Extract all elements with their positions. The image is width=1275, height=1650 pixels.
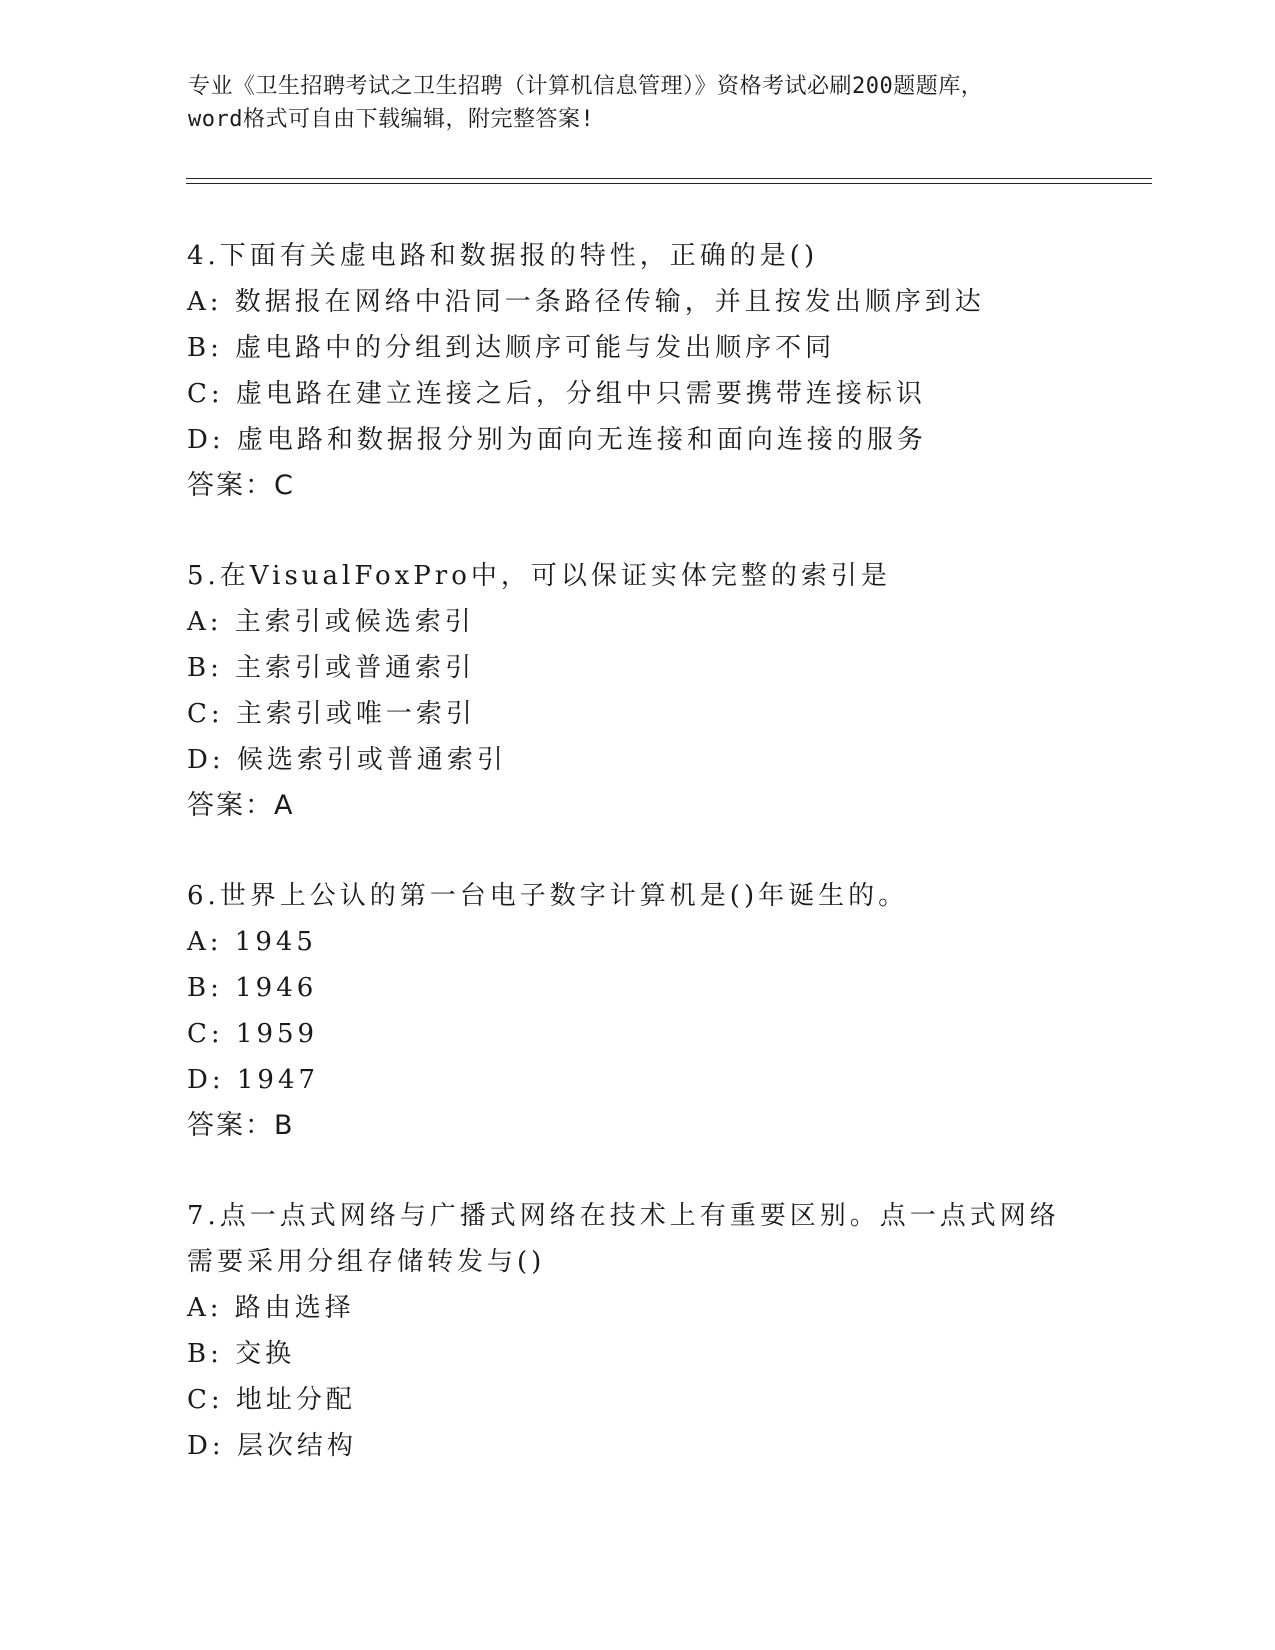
answer-text: 答案：A: [187, 790, 295, 821]
header-line-2: word格式可自由下载编辑，附完整答案!: [188, 107, 595, 132]
option-c: C: 地址分配: [187, 1385, 356, 1415]
question-stem: 4.下面有关虚电路和数据报的特性，正确的是(): [187, 241, 819, 271]
option-c: C: 虚电路在建立连接之后，分组中只需要携带连接标识: [187, 379, 926, 409]
option-b: B: 主索引或普通索引: [187, 653, 476, 683]
option-c: C: 主索引或唯一索引: [187, 699, 476, 729]
option-b: B: 1946: [187, 973, 318, 1003]
option-a: A: 数据报在网络中沿同一条路径传输，并且按发出顺序到达: [187, 287, 985, 317]
option-a: A: 路由选择: [187, 1293, 355, 1323]
question-stem: 5.在VisualFoxPro中，可以保证实体完整的索引是: [187, 561, 891, 591]
question-7: [187, 1193, 1117, 1469]
question-5: [187, 553, 1117, 829]
option-a: A: 主索引或候选索引: [187, 607, 475, 637]
answer-text: 答案：B: [187, 1110, 295, 1141]
answer-text: 答案：C: [187, 470, 295, 501]
header-divider-top: [186, 178, 1152, 179]
document-header: [188, 70, 1088, 136]
header-line-1: 专业《卫生招聘考试之卫生招聘（计算机信息管理）》资格考试必刷200题题库，: [188, 74, 984, 99]
option-d: D: 虚电路和数据报分别为面向无连接和面向连接的服务: [187, 425, 927, 455]
question-stem: 7.点一点式网络与广播式网络在技术上有重要区别。点一点式网络需要采用分组存储转发与(): [187, 1201, 1060, 1277]
option-d: D: 1947: [187, 1065, 320, 1095]
option-b: B: 交换: [187, 1339, 296, 1369]
question-6: [187, 873, 1117, 1149]
option-b: B: 虚电路中的分组到达顺序可能与发出顺序不同: [187, 333, 836, 363]
question-4: [187, 233, 1117, 509]
option-c: C: 1959: [187, 1019, 319, 1049]
option-d: D: 层次结构: [187, 1431, 357, 1461]
question-stem: 6.世界上公认的第一台电子数字计算机是()年诞生的。: [187, 881, 909, 911]
header-divider-bottom: [186, 183, 1152, 184]
question-list: [187, 233, 1117, 1513]
option-a: A: 1945: [187, 927, 317, 957]
option-d: D: 候选索引或普通索引: [187, 745, 507, 775]
